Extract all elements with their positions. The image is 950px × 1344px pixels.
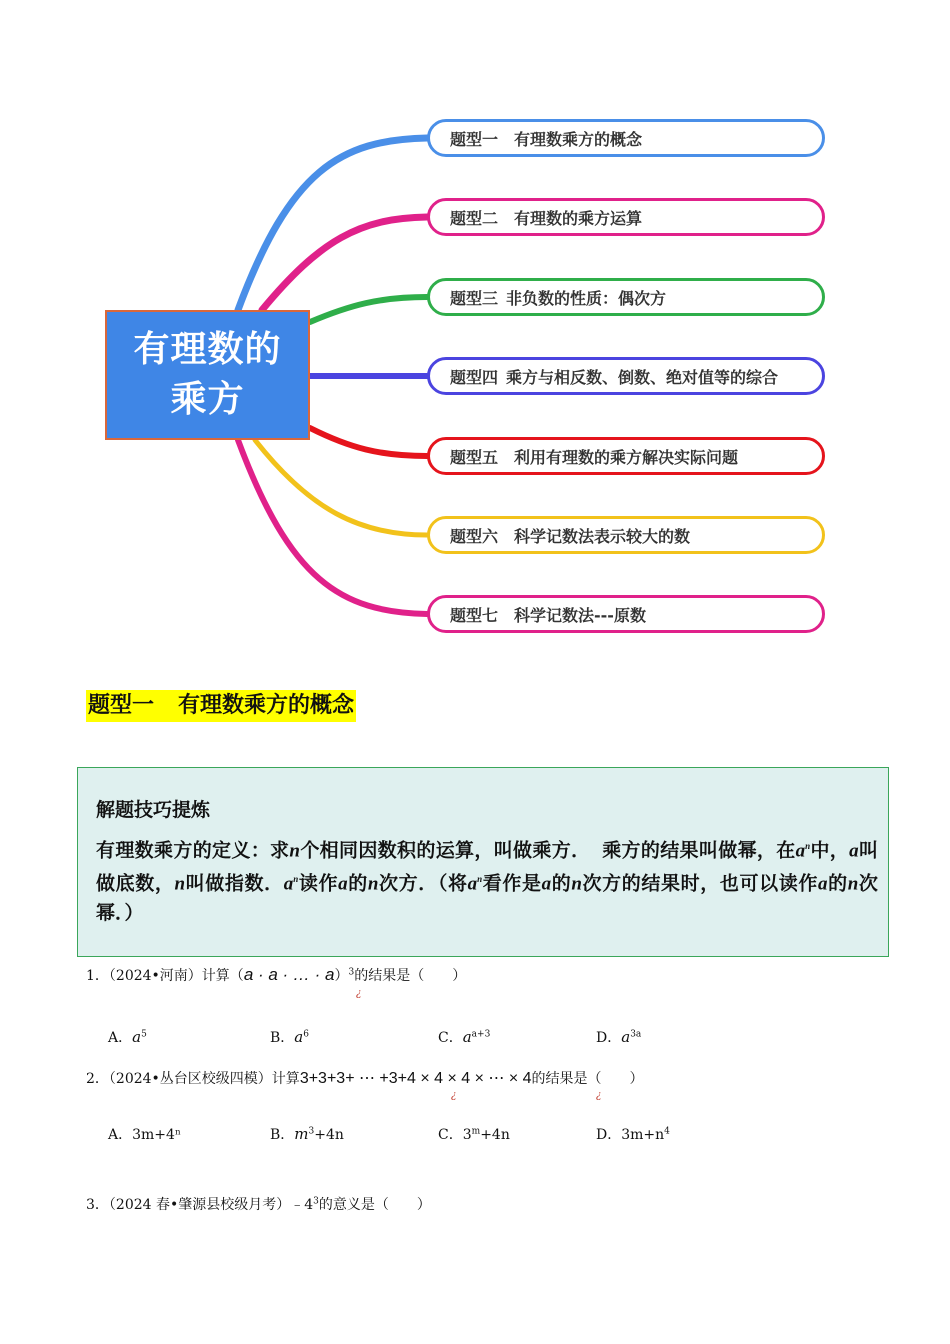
q2-option-d[interactable]: D．$3m+n^4$: [596, 1126, 670, 1143]
tips-heading: 解题技巧提炼: [96, 799, 211, 821]
branch-label: 利用有理数的乘方解决实际问题: [514, 447, 739, 467]
branch-label: 科学记数法---原数: [514, 605, 646, 625]
mindmap-branch-1[interactable]: [427, 119, 825, 157]
branch-label: 乘方与相反数、倒数、绝对值等的综合: [506, 367, 779, 387]
q1-option-a[interactable]: A．$a^5$: [108, 1028, 147, 1046]
section-heading: [86, 690, 356, 722]
question-2: 2．（2024•丛台区校级四模）计算3+3+3+ ⋯ +3+4 × 4 × 4 × ⋯ × 4的结果是（ ）: [86, 1070, 644, 1087]
mindmap-branch-6[interactable]: [427, 516, 825, 554]
branch-tag: 题型五: [450, 447, 499, 467]
q1-option-d[interactable]: D．$a^{3a}$: [596, 1028, 642, 1046]
connector-7: [238, 440, 427, 614]
connector-5: [310, 428, 427, 456]
branch-tag: 题型七: [450, 605, 499, 625]
branch-label: 非负数的性质：偶次方: [506, 288, 667, 308]
q1-option-c[interactable]: C．$a^{a+3}$: [438, 1028, 491, 1046]
section-tag: 题型一: [88, 693, 155, 718]
mindmap-branch-2[interactable]: [427, 198, 825, 236]
connector-3: [310, 297, 427, 322]
q2-brace-mark-2: ¿: [596, 1090, 602, 1101]
q2-option-c[interactable]: C．$3^m+4n$: [438, 1126, 510, 1143]
section-title-text: 有理数乘方的概念: [178, 693, 355, 718]
mindmap-branch-3[interactable]: [427, 278, 825, 316]
connector-1: [238, 138, 427, 310]
branch-tag: 题型四: [450, 367, 499, 387]
mindmap-branch-7[interactable]: [427, 595, 825, 633]
branch-tag: 题型二: [450, 208, 499, 228]
mindmap-center-title: 有理数的乘方: [133, 329, 282, 420]
branch-tag: 题型三: [450, 288, 499, 308]
branch-label: 科学记数法表示较大的数: [514, 526, 691, 546]
mindmap-branch-5[interactable]: [427, 437, 825, 475]
q2-expression: 3+3+3+ ⋯ +3+4 × 4 × 4 × ⋯ × 4: [299, 1070, 532, 1087]
branch-label: 有理数乘方的概念: [514, 129, 643, 149]
q1-expression: a · a · … · a: [243, 965, 335, 984]
mindmap-branch-4[interactable]: [427, 357, 825, 395]
q2-brace-mark-1: ¿: [451, 1090, 457, 1101]
branch-tag: 题型六: [450, 526, 499, 546]
question-1: 1．（2024•河南）计算（a · a · … · a）$^3$的结果是（ ）: [86, 965, 467, 984]
mindmap-center: [105, 310, 310, 440]
q2-option-b[interactable]: B．$m^3+4n$: [270, 1125, 344, 1143]
q1-option-b[interactable]: B．$a^6$: [270, 1028, 309, 1046]
question-3: 3．（2024 春•肇源县校级月考）$﹣4^3$的意义是（ ）: [86, 1196, 431, 1213]
q1-brace-mark: ¿: [356, 988, 362, 999]
q2-option-a[interactable]: A．3m+4ⁿ: [108, 1127, 182, 1143]
tips-box: [77, 767, 889, 957]
branch-label: 有理数的乘方运算: [514, 208, 643, 228]
branch-tag: 题型一: [450, 129, 499, 149]
tips-body: 有理数乘方的定义：求n个相同因数积的运算，叫做乘方． 乘方的结果叫做幂，在$a^n$中，a叫做底数，n叫做指数．$a^n$读作a的n次方．（将$a^n$看作是a的n次方的结果时，也可以读作a的n次幂．）: [96, 839, 878, 924]
